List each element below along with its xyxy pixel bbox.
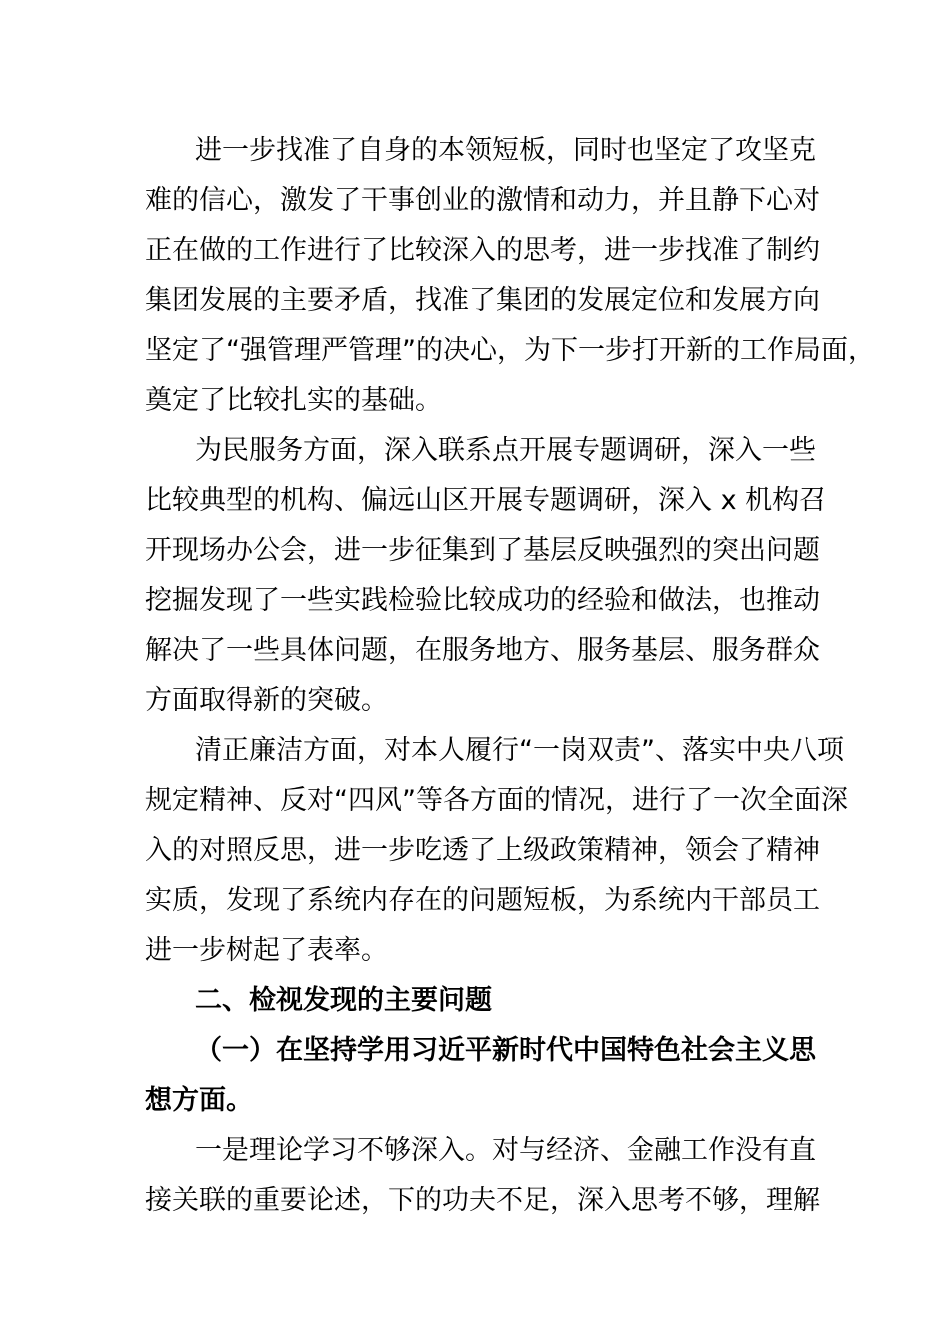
paragraph-1-line-5: 坚定了“强管理严管理”的决心，为下一步打开新的工作局面，	[145, 335, 875, 366]
paragraph-3-line-1: 清正廉洁方面，对本人履行“一岗双责”、落实中央八项	[195, 735, 844, 766]
section-heading: 二、检视发现的主要问题	[195, 985, 492, 1016]
paragraph-2-line-4: 挖掘发现了一些实践检验比较成功的经验和做法，也推动	[145, 585, 820, 616]
paragraph-2-line-1: 为民服务方面，深入联系点开展专题调研，深入一些	[195, 435, 816, 466]
subsection-heading-line-1: （一）在坚持学用习近平新时代中国特色社会主义思	[195, 1035, 816, 1066]
paragraph-1-line-3: 正在做的工作进行了比较深入的思考，进一步找准了制约	[145, 235, 820, 266]
paragraph-3-line-2: 规定精神、反对“四风”等各方面的情况，进行了一次全面深	[145, 785, 848, 816]
paragraph-2-line-6: 方面取得新的突破。	[145, 685, 388, 716]
paragraph-2-line-2: 比较典型的机构、偏远山区开展专题调研，深入 x 机构召	[145, 485, 827, 516]
paragraph-3-line-5: 进一步树起了表率。	[145, 935, 388, 966]
paragraph-1-line-4: 集团发展的主要矛盾，找准了集团的发展定位和发展方向	[145, 285, 820, 316]
paragraph-4-line-1: 一是理论学习不够深入。对与经济、金融工作没有直	[195, 1135, 816, 1166]
paragraph-3-line-4: 实质，发现了系统内存在的问题短板，为系统内干部员工	[145, 885, 820, 916]
paragraph-4-line-2: 接关联的重要论述，下的功夫不足，深入思考不够，理解	[145, 1185, 820, 1216]
paragraph-1-line-6: 奠定了比较扎实的基础。	[145, 385, 442, 416]
subsection-heading-line-2: 想方面。	[145, 1085, 253, 1116]
paragraph-3-line-3: 入的对照反思，进一步吃透了上级政策精神，领会了精神	[145, 835, 820, 866]
paragraph-1-line-1: 进一步找准了自身的本领短板，同时也坚定了攻坚克	[195, 135, 816, 166]
paragraph-2-line-3: 开现场办公会，进一步征集到了基层反映强烈的突出问题	[145, 535, 820, 566]
paragraph-1-line-2: 难的信心，激发了干事创业的激情和动力，并且静下心对	[145, 185, 820, 216]
paragraph-2-line-5: 解决了一些具体问题，在服务地方、服务基层、服务群众	[145, 635, 820, 666]
